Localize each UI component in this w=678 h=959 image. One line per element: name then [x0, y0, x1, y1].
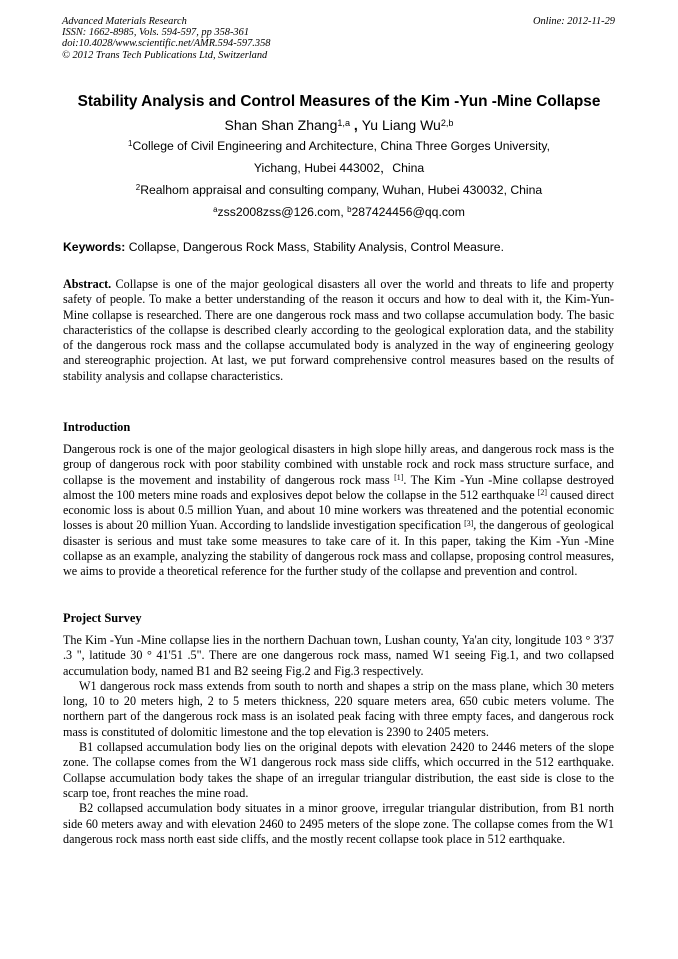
- affiliation-1: [40, 139, 638, 154]
- affiliation-text: College of Civil Engineering and Architecture, China Three Gorges University,: [132, 139, 550, 153]
- paper-title: Stability Analysis and Control Measures of the Kim -Yun -Mine Collapse: [77, 93, 601, 110]
- abstract: [63, 277, 614, 384]
- issn-line: ISSN: 1662-8985, Vols. 594-597, pp 358-361: [62, 27, 250, 39]
- abstract-label: Abstract.: [63, 277, 112, 291]
- abstract-text: Collapse is one of the major geological disasters all over the world and threats to life and property safety of people. To make a better understanding of the reason it occurs and how to deal with it, the Kim-Yun-Mine collapse is researched. There are one dangerous rock mass and two collapse accumulation body. The basic characteristics of the collapse is described clearly according to the geological exploration data, and the stability of the dangerous rock mass and the collapse accumulated body is analyzed in the way of engineering geology and stereographic projection. At last, we put forward comprehensive control measures based on the results of stability analysis and collapse characteristics.: [63, 277, 614, 383]
- keywords-label: Keywords:: [63, 240, 126, 254]
- author-emails: [40, 205, 638, 220]
- intro-text: , the dangerous of geological disaster is serious and must take some measures to take care of it. In this paper, taking the Kim -Yun -Mine collapse as an example, analyzing the stability of dangerous rock mass and collapse, proposing control measures, we aims to provide a theoretical reference for the further study of the collapse and prevention and control.: [63, 518, 614, 579]
- citation-ref[interactable]: [3]: [464, 518, 474, 528]
- author-affiliation-mark: 2,b: [440, 117, 454, 128]
- section-heading-project-survey: Project Survey: [63, 611, 142, 625]
- survey-paragraph: B2 collapsed accumulation body situates in a minor groove, irregular triangular distribution, from B1 north side 60 meters away and with elevation 2460 to 2495 meters of the slope zone. The collapse comes from the W1 dangerous rock mass north east side cliffs, and the mostly recent collapse took place in 512 earthquake.: [63, 801, 614, 846]
- survey-paragraph: W1 dangerous rock mass extends from south to north and shapes a strip on the mass plane, which 30 meters long, 10 to 20 meters high, 2 to 5 meters thickness, 220 square meters area, 650 cubic meters volume. The northern part of the dangerous rock mass is an isolated peak facing with three empty faces, and dangerous rock mass is constituted of dolomitic limestone and the top elevation is 2390 to 2405 meters.: [63, 678, 614, 739]
- author-line: [40, 117, 638, 134]
- affiliation-text: Realhom appraisal and consulting company, Wuhan, Hubei 430032, China: [140, 183, 543, 197]
- survey-paragraph: B1 collapsed accumulation body lies on the original depots with elevation 2420 to 2446 meters of the slope zone. The collapse comes from the W1 dangerous rock mass side cliffs, which occurred in the 512 earthquake. Collapse accumulation body takes the shape of an irregular triangular distribution, the east side is close to the scarp toe, front reaches the mine road.: [63, 740, 614, 800]
- introduction-paragraph: [63, 442, 614, 580]
- survey-paragraph: The Kim -Yun -Mine collapse lies in the northern Dachuan town, Lushan county, Ya'an city, longitude 103 ° 3'37 .3 ", latitude 30 ° 41'51 .5". There are one dangerous rock mass, named W1 seeing Fig.1, and two collapsed accumulation body, named B1 and B2 seeing Fig.2 and Fig.3 respectively.: [63, 633, 614, 678]
- intro-text: . The Kim -Yun -Mine collapse destroyed almost the 100 meters mine roads and explosives depot below the collapse in the 512 earthquake: [63, 472, 614, 502]
- affiliation-2: [40, 183, 638, 198]
- copyright-line: © 2012 Trans Tech Publications Ltd, Switzerland: [62, 49, 268, 61]
- affiliation-mark: 1: [128, 139, 133, 149]
- journal-header: [62, 16, 270, 61]
- email-mark: a: [213, 205, 218, 215]
- email-mark: b: [347, 205, 352, 215]
- intro-text: caused direct economic loss is about 0.5 million Yuan, and about 10 mine workers was threatened and the potential economic losses is about 20 million Yuan. According to landslide investigation specification: [63, 487, 614, 533]
- author-name: Shan Shan Zhang: [224, 117, 338, 133]
- citation-ref[interactable]: [2]: [537, 488, 547, 498]
- project-survey-body: [63, 633, 614, 847]
- affiliation-1-city: Yichang, Hubei 443002，China: [253, 161, 425, 175]
- online-date: Online: 2012-11-29: [532, 16, 615, 27]
- citation-ref[interactable]: [1]: [394, 473, 404, 483]
- intro-text: Dangerous rock is one of the major geological disasters in high slope hilly areas, and dangerous rock mass is the group of dangerous rock with poor stability combined with unstable rock and rock mass structure surface, and collapse is the movement and instability of dangerous rock mass: [63, 442, 614, 487]
- keywords-text: Collapse, Dangerous Rock Mass, Stability Analysis, Control Measure.: [125, 240, 504, 254]
- journal-name: Advanced Materials Research: [62, 16, 187, 27]
- section-heading-introduction: Introduction: [63, 420, 131, 434]
- email-link[interactable]: zss2008zss@126.com,: [217, 205, 348, 219]
- email-link[interactable]: 287424456@qq.com: [351, 205, 465, 219]
- doi-line: doi:10.4028/www.scientific.net/AMR.594-597.358: [62, 38, 271, 50]
- author-affiliation-mark: 1,a: [337, 117, 351, 128]
- author-separator: ,: [350, 117, 362, 133]
- keywords: [63, 240, 504, 255]
- affiliation-mark: 2: [135, 183, 141, 193]
- author-name: Yu Liang Wu: [361, 117, 441, 133]
